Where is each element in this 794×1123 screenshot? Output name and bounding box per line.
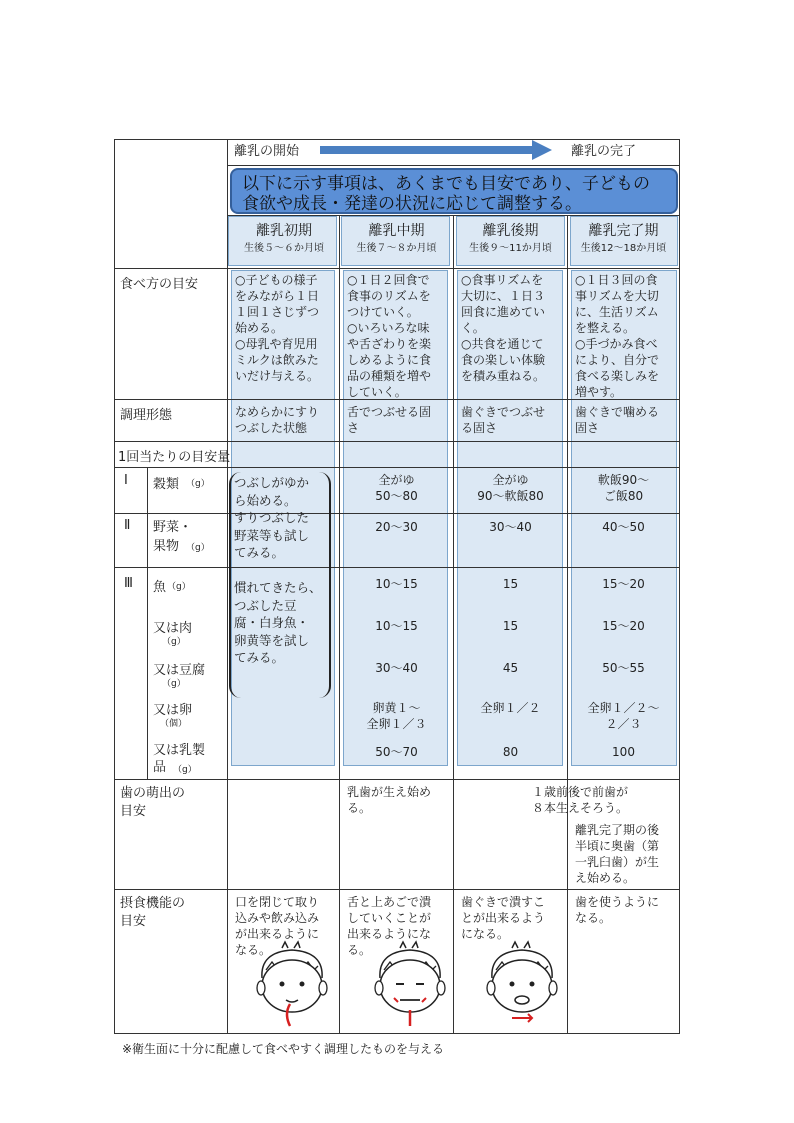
food-egg: 又は卵 bbox=[153, 703, 193, 718]
food-fish-unit: （g） bbox=[167, 582, 191, 592]
progress-arrow-icon bbox=[320, 140, 552, 160]
food-meat: 又は肉 bbox=[153, 621, 193, 636]
group-num-2: Ⅱ bbox=[124, 518, 131, 533]
teeth-late: １歳前後で前歯が ８本生えそろう。 bbox=[531, 785, 628, 815]
initial-note: つぶしがゆか ら始める。 すりつぶした 野菜等も試し てみる。 慣れてきたら、 つぶした豆 腐・白身魚・ 卵黄等を試し てみる。 bbox=[234, 475, 322, 665]
feeding-function-late: 歯ぐきで潰すこ とが出来るよう になる。 bbox=[461, 895, 546, 941]
amount-dairy-complete: 100 bbox=[612, 745, 635, 759]
amount-grains-mid: 全がゆ 50〜80 bbox=[375, 473, 418, 503]
food-vegetables: 野菜・ 果物 bbox=[153, 520, 193, 554]
notice-banner: 以下に示す事項は、あくまでも目安であり、子どもの食欲や成長・発達の状況に応じて調整する。 bbox=[230, 168, 678, 214]
row-label-cooking-form: 調理形態 bbox=[120, 408, 173, 423]
amount-grains-complete: 軟飯90〜 ご飯80 bbox=[597, 473, 650, 503]
row-label-eating-guide: 食べ方の目安 bbox=[120, 277, 199, 292]
teeth-mid: 乳歯が生え始め る。 bbox=[347, 785, 432, 815]
food-tofu-unit: （g） bbox=[162, 679, 186, 689]
food-dairy: 又は乳製 品 bbox=[153, 743, 206, 775]
baby-face-initial-icon bbox=[252, 940, 332, 1032]
stage-mid-title: 離乳中期 bbox=[368, 223, 425, 239]
group-num-1: Ⅰ bbox=[124, 473, 128, 488]
eating-guide-mid: ○１日２回食で 食事のリズムを つけていく。 ○いろいろな味 や舌ざわりを楽 しめるように食 品の種類を増や していく。 bbox=[347, 273, 432, 399]
amount-fish-late: 15 bbox=[502, 577, 519, 591]
cooking-form-late: 歯ぐきでつぶせ る固さ bbox=[461, 405, 546, 435]
food-grains: 穀類 bbox=[153, 477, 180, 492]
amount-tofu-complete: 50〜55 bbox=[602, 661, 645, 675]
group-num-3: Ⅲ bbox=[124, 576, 133, 591]
eating-guide-initial: ○子どもの様子 をみながら１日 １回１さじずつ 始める。 ○母乳や育児用 ミルクは飲みた いだけ与える。 bbox=[235, 273, 320, 383]
amount-grains-late: 全がゆ 90〜軟飯80 bbox=[477, 473, 544, 503]
footnote: ※衛生面に十分に配慮して食べやすく調理したものを与える bbox=[122, 1042, 445, 1056]
amount-dairy-mid: 50〜70 bbox=[375, 745, 418, 759]
amount-meat-mid: 10〜15 bbox=[375, 619, 418, 633]
food-meat-unit: （g） bbox=[162, 637, 186, 647]
amount-vegetables-complete: 40〜50 bbox=[602, 520, 645, 534]
baby-face-late-icon bbox=[482, 940, 562, 1032]
stage-late-title: 離乳後期 bbox=[482, 223, 539, 239]
food-egg-unit: （個） bbox=[160, 719, 188, 729]
food-dairy-unit: （g） bbox=[173, 765, 197, 775]
food-fish: 魚 bbox=[153, 580, 167, 595]
food-vegetables-unit: （g） bbox=[186, 543, 210, 553]
food-tofu: 又は豆腐 bbox=[153, 663, 206, 678]
stage-initial-title: 離乳初期 bbox=[256, 223, 312, 239]
amount-egg-complete: 全卵１／２〜 ２／３ bbox=[587, 701, 660, 731]
amount-tofu-late: 45 bbox=[502, 661, 519, 675]
amount-egg-mid: 卵黄１〜 全卵１／３ bbox=[366, 701, 427, 731]
feeding-function-initial: 口を閉じて取り 込みや飲み込み が出来るように なる。 bbox=[235, 895, 320, 957]
row-label-teeth: 歯の萌出の 目安 bbox=[120, 786, 186, 819]
teeth-complete: 離乳完了期の後 半頃に奥歯（第 一乳臼歯）が生 え始める。 bbox=[575, 823, 660, 885]
weaning-start-label: 離乳の開始 bbox=[234, 144, 300, 159]
stage-initial-age: 生後５〜６か月頃 bbox=[244, 243, 324, 254]
stage-mid-age: 生後７〜８か月頃 bbox=[356, 243, 437, 254]
amount-fish-mid: 10〜15 bbox=[375, 577, 418, 591]
stage-complete-title: 離乳完了期 bbox=[588, 223, 659, 239]
cooking-form-complete: 歯ぐきで噛める 固さ bbox=[575, 405, 660, 435]
amount-tofu-mid: 30〜40 bbox=[375, 661, 418, 675]
feeding-function-complete: 歯を使うように なる。 bbox=[575, 895, 660, 925]
weaning-end-label: 離乳の完了 bbox=[571, 144, 637, 159]
food-grains-unit: （g） bbox=[186, 479, 210, 489]
feeding-function-mid: 舌と上あごで潰 していくことが 出来るようにな る。 bbox=[347, 895, 432, 957]
amount-meat-late: 15 bbox=[502, 619, 519, 633]
baby-face-mid-icon bbox=[370, 940, 450, 1032]
amount-dairy-late: 80 bbox=[502, 745, 519, 759]
cooking-form-initial: なめらかにすり つぶした状態 bbox=[235, 405, 320, 435]
stage-complete-age: 生後12〜18か月頃 bbox=[580, 243, 667, 254]
cooking-form-mid: 舌でつぶせる固 さ bbox=[347, 405, 432, 435]
eating-guide-complete: ○１日３回の食 事リズムを大切 に、生活リズム を整える。 ○手づかみ食べ により、自分で 食べる楽しみを 増やす。 bbox=[575, 273, 660, 399]
amount-egg-late: 全卵１／２ bbox=[480, 701, 541, 715]
amount-meat-complete: 15〜20 bbox=[602, 619, 645, 633]
amount-fish-complete: 15〜20 bbox=[602, 577, 645, 591]
amount-vegetables-late: 30〜40 bbox=[489, 520, 532, 534]
stage-late-age: 生後９〜11か月頃 bbox=[469, 243, 552, 254]
eating-guide-late: ○食事リズムを 大切に、１日３ 回食に進めてい く。 ○共食を通じて 食の楽しい体験 を積み重ねる。 bbox=[461, 273, 546, 383]
row-label-feeding-function: 摂食機能の 目安 bbox=[120, 896, 186, 929]
amount-section-title: 1回当たりの目安量 bbox=[118, 450, 231, 465]
amount-vegetables-mid: 20〜30 bbox=[375, 520, 418, 534]
